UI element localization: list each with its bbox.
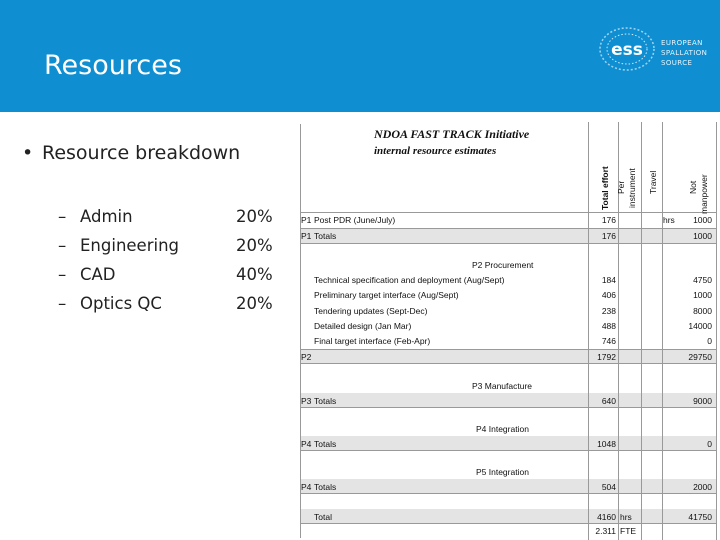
effort-cell: 176: [601, 215, 616, 225]
col-header-not: Not: [688, 180, 698, 194]
breakdown-name: CAD: [80, 265, 116, 284]
breakdown-name: Admin: [80, 207, 133, 226]
row-label: Final target interface (Feb-Apr): [314, 336, 431, 346]
breakdown-percent: 20%: [236, 236, 273, 255]
row-label: Technical specification and deployment (Aug/Sept): [314, 275, 505, 285]
unit-cell: hrs: [663, 215, 675, 225]
not-manpower-cell: 2000: [693, 482, 712, 492]
row-label: Totals: [314, 439, 337, 449]
shade-row: [300, 509, 716, 523]
ess-logo-icon: [596, 24, 658, 74]
not-manpower-cell: 41750: [688, 512, 712, 522]
grid-line: [300, 363, 716, 364]
grid-line: [300, 493, 716, 494]
not-manpower-cell: 29750: [688, 352, 712, 362]
col-header-per: Per: [616, 180, 626, 194]
col-header-manpower: manpower: [699, 174, 709, 214]
shade-row: [300, 479, 716, 493]
breakdown-percent: 40%: [236, 265, 273, 284]
grid-line: [300, 228, 716, 229]
col-header-total-effort: Total effort: [600, 166, 610, 210]
section-heading: P5 Integration: [476, 467, 529, 477]
row-label: Totals: [314, 396, 337, 406]
shade-row: [300, 228, 716, 243]
sheet-title: NDOA FAST TRACK Initiative: [374, 127, 530, 141]
breakdown-percent: 20%: [236, 294, 273, 313]
resource-estimate-spreadsheet: [296, 122, 720, 540]
not-manpower-cell: 9000: [693, 396, 712, 406]
effort-cell: 238: [601, 306, 616, 316]
ess-logo-word: ess: [611, 40, 643, 60]
dash: –: [58, 294, 67, 313]
grid-line: [300, 243, 716, 244]
row-label: Preliminary target interface (Aug/Sept): [314, 290, 459, 300]
bullet-text: Resource breakdown: [42, 142, 241, 164]
row-label: Detailed design (Jan Mar): [314, 321, 412, 331]
row-label: Totals: [314, 231, 337, 241]
section-heading: P3 Manufacture: [472, 381, 533, 391]
phase-code: P3: [301, 396, 312, 406]
section-heading: P4 Integration: [476, 424, 529, 434]
not-manpower-cell: 8000: [693, 306, 712, 316]
not-manpower-cell: 1000: [693, 215, 712, 225]
breakdown-name: Optics QC: [80, 294, 162, 313]
effort-cell: 184: [601, 275, 616, 285]
shade-row: [300, 349, 716, 363]
not-manpower-cell: 14000: [688, 321, 712, 331]
logo-line: SOURCE: [661, 59, 693, 67]
effort-cell: 1792: [597, 352, 616, 362]
slide-title: Resources: [44, 50, 182, 81]
bullet-marker: •: [22, 142, 34, 164]
grid-line: [300, 523, 716, 524]
breakdown-percent: 20%: [236, 207, 273, 226]
dash: –: [58, 207, 67, 226]
row-label: Total: [314, 512, 332, 522]
not-manpower-cell: 4750: [693, 275, 712, 285]
grid-line: [300, 212, 716, 213]
col-header-travel: Travel: [648, 170, 658, 194]
phase-code: P4: [301, 482, 312, 492]
grid-line: [716, 122, 717, 540]
effort-cell: 504: [601, 482, 616, 492]
sheet-subtitle: internal resource estimates: [374, 145, 497, 157]
row-label: Tendering updates (Sept-Dec): [314, 306, 428, 316]
effort-cell: 640: [601, 396, 616, 406]
header-banner: [0, 0, 720, 112]
effort-cell: 746: [601, 336, 616, 346]
shade-row: [300, 393, 716, 407]
phase-code: P2: [301, 352, 312, 362]
breakdown-name: Engineering: [80, 236, 179, 255]
dash: –: [58, 236, 67, 255]
grid-line: [588, 122, 589, 540]
not-manpower-cell: 1000: [693, 231, 712, 241]
shade-row: [300, 436, 716, 450]
phase-code: P1: [301, 231, 312, 241]
grid-line: [300, 450, 716, 451]
bullet-resource-breakdown: [22, 142, 240, 164]
phase-code: P1: [301, 215, 312, 225]
grid-line: [300, 124, 301, 538]
fte-cell: 2.311: [595, 526, 616, 536]
fte-unit-cell: FTE: [620, 526, 637, 536]
effort-cell: 406: [601, 290, 616, 300]
effort-cell: 488: [601, 321, 616, 331]
effort-cell: 1048: [597, 439, 616, 449]
phase-code: P4: [301, 439, 312, 449]
dash: –: [58, 265, 67, 284]
section-heading: P2 Procurement: [472, 260, 534, 270]
not-manpower-cell: 0: [707, 336, 712, 346]
effort-cell: 4160: [597, 512, 616, 522]
ess-logo-text: [661, 38, 707, 68]
grid-line: [641, 122, 642, 540]
logo-line: SPALLATION: [661, 49, 708, 57]
effort-cell: 176: [601, 231, 616, 241]
row-label: Totals: [314, 482, 337, 492]
unit-cell: hrs: [620, 512, 632, 522]
col-header-instrument: instrument: [627, 168, 637, 208]
grid-line: [300, 407, 716, 408]
not-manpower-cell: 1000: [693, 290, 712, 300]
logo-line: EUROPEAN: [661, 39, 703, 47]
grid-line: [300, 349, 716, 350]
row-label: Post PDR (June/July): [314, 215, 396, 225]
grid-line: [662, 122, 663, 540]
not-manpower-cell: 0: [707, 439, 712, 449]
